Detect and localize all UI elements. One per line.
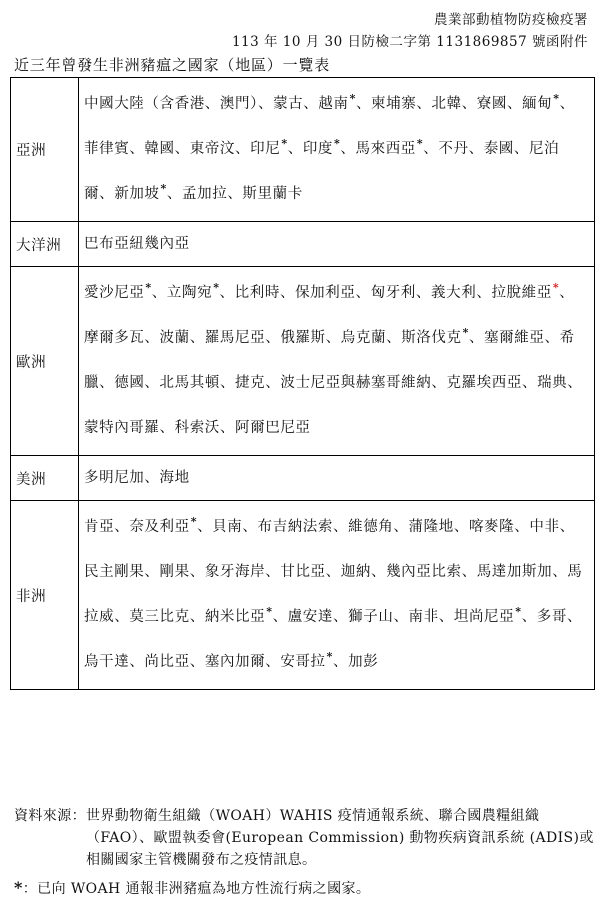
country-name: 北馬其頓 — [159, 375, 220, 391]
country-name: 喀麥隆 — [468, 519, 515, 535]
list-separator: 、 — [144, 470, 160, 486]
country-name: 波蘭 — [159, 330, 190, 346]
list-separator: 、 — [355, 285, 371, 301]
endemic-marker: * — [416, 137, 424, 150]
list-separator: 、 — [393, 519, 409, 535]
table-row — [11, 222, 595, 267]
list-separator: 、 — [279, 285, 296, 301]
list-separator: 、 — [257, 96, 274, 112]
list-separator: 、 — [461, 564, 477, 580]
list-separator: 、 — [333, 654, 349, 670]
list-separator: 、 — [242, 519, 258, 535]
endemic-marker: * — [349, 92, 356, 105]
list-separator: 、 — [461, 96, 477, 112]
list-separator: 、 — [159, 420, 175, 436]
list-separator: 、 — [219, 285, 235, 301]
country-name: 剛果 — [159, 564, 190, 580]
country-list — [79, 501, 595, 690]
list-separator: 、 — [521, 375, 538, 391]
list-separator: 、 — [151, 285, 167, 301]
list-separator: 、 — [559, 96, 575, 112]
country-name: 盧安達 — [287, 609, 334, 625]
list-separator: 、 — [99, 375, 115, 391]
region-name: 美洲 — [11, 456, 79, 501]
region-country-table — [10, 77, 595, 690]
list-separator: 、 — [333, 519, 349, 535]
list-separator: 、 — [227, 186, 243, 202]
list-separator: 、 — [333, 609, 349, 625]
country-name: 阿爾巴尼亞 — [235, 420, 311, 436]
table-row — [11, 267, 595, 456]
list-separator: 、 — [189, 654, 205, 670]
country-name: 奈及利亞 — [129, 519, 190, 535]
country-name: 中國大陸（含香港、澳門） — [84, 96, 258, 112]
country-name: 坦尚尼亞 — [453, 609, 515, 625]
list-separator: 、 — [272, 609, 288, 625]
list-separator: 、 — [567, 375, 583, 391]
list-separator: 、 — [189, 609, 205, 625]
country-name: 愛沙尼亞 — [84, 285, 145, 301]
list-separator: 、 — [468, 141, 484, 157]
endemic-marker: * — [190, 515, 198, 528]
endemic-marker: * — [326, 650, 334, 663]
list-separator: 、 — [144, 330, 160, 346]
country-name: 南非 — [408, 609, 439, 625]
country-name: 韓國 — [144, 141, 175, 157]
country-name: 捷克 — [235, 375, 266, 391]
region-name: 大洋洲 — [11, 222, 79, 267]
country-name: 北韓 — [431, 96, 462, 112]
country-name: 保加利亞 — [295, 285, 356, 301]
list-separator: 、 — [166, 186, 182, 202]
country-name: 緬甸 — [522, 96, 553, 112]
source-text: 世界動物衛生組織（WOAH）WAHIS 疫情通報系統、聯合國農糧組織（FAO）、歐盟執委會(European Commission) 動物疾病資訊系統 (ADIS)或相關國家主管機關發布之疫情訊息。 — [86, 808, 594, 868]
country-name: 多明尼加 — [84, 470, 145, 486]
list-separator: 、 — [197, 519, 213, 535]
list-separator: 、 — [287, 141, 303, 157]
country-name: 蒲隆地 — [408, 519, 454, 535]
country-name: 尚比亞 — [144, 654, 190, 670]
list-separator: 、 — [99, 186, 115, 202]
list-separator: 、 — [566, 609, 583, 625]
list-separator: 、 — [265, 564, 281, 580]
list-separator: 、 — [453, 519, 469, 535]
country-name: 民主剛果 — [84, 564, 145, 580]
list-separator: 、 — [559, 285, 575, 301]
list-separator: 、 — [552, 564, 568, 580]
country-name: 瑞典 — [537, 375, 568, 391]
list-separator: 、 — [265, 654, 281, 670]
country-name: 新加坡 — [114, 186, 160, 202]
country-name: 幾內亞比索 — [386, 564, 462, 580]
country-name: 肯亞 — [84, 519, 115, 535]
list-separator: 、 — [370, 564, 387, 580]
country-name: 義大利 — [431, 285, 477, 301]
document-reference: 113 年 10 月 30 日防檢二字第 1131869857 號函附件 — [231, 34, 588, 50]
table-row — [11, 501, 595, 690]
country-name: 東帝汶 — [189, 141, 236, 157]
country-name: 克羅埃西亞 — [446, 375, 522, 391]
list-separator: 、 — [325, 330, 341, 346]
endemic-marker: * — [281, 137, 288, 150]
country-name: 加彭 — [348, 654, 379, 670]
endemic-marker: * — [213, 281, 220, 294]
list-separator: 、 — [468, 330, 485, 346]
list-separator: 、 — [144, 375, 160, 391]
table-row — [11, 78, 595, 222]
list-separator: 、 — [386, 330, 402, 346]
country-name: 德國 — [114, 375, 145, 391]
country-name: 波士尼亞與赫塞哥維納 — [280, 375, 432, 391]
country-name: 維德角 — [348, 519, 394, 535]
country-name: 俄羅斯 — [280, 330, 326, 346]
agency-name: 農業部動植物防疫檢疫署 — [434, 12, 588, 28]
document-title: 近三年曾發生非洲豬瘟之國家（地區）一覽表 — [14, 56, 331, 74]
endemic-marker: * — [266, 605, 273, 618]
list-separator: 、 — [129, 654, 145, 670]
endemic-marker: * — [334, 137, 341, 150]
country-list — [79, 267, 595, 456]
list-separator: 、 — [114, 519, 130, 535]
list-separator: 、 — [559, 519, 575, 535]
list-separator: 、 — [513, 141, 529, 157]
country-list — [79, 222, 595, 267]
country-name: 塞內加爾 — [204, 654, 266, 670]
list-separator: 、 — [416, 96, 432, 112]
list-separator: 、 — [189, 330, 205, 346]
country-name: 安哥拉 — [280, 654, 326, 670]
list-separator: 、 — [476, 285, 492, 301]
list-separator: 、 — [265, 330, 281, 346]
list-separator: 、 — [506, 96, 523, 112]
list-separator: 、 — [265, 375, 281, 391]
country-name: 布吉納法索 — [257, 519, 333, 535]
endemic-marker: * — [145, 281, 152, 294]
country-name: 蒙特內哥羅 — [84, 420, 160, 436]
list-separator: 、 — [325, 564, 341, 580]
endemic-marker: * — [552, 281, 560, 294]
list-separator: 、 — [114, 609, 130, 625]
endemic-marker: * — [553, 92, 560, 105]
country-name: 羅馬尼亞 — [204, 330, 266, 346]
list-separator: 、 — [303, 96, 319, 112]
country-name: 匈牙利 — [370, 285, 416, 301]
country-name: 馬達加斯加 — [476, 564, 553, 580]
list-separator: 、 — [415, 285, 432, 301]
country-name: 摩爾多瓦 — [84, 330, 145, 346]
country-name: 希臘 — [84, 330, 575, 391]
list-separator: 、 — [438, 609, 454, 625]
list-separator: 、 — [219, 420, 236, 436]
country-name: 印度 — [302, 141, 334, 157]
country-name: 巴布亞紐幾內亞 — [84, 236, 190, 252]
country-name: 中非 — [529, 519, 560, 535]
country-name: 甘比亞 — [280, 564, 326, 580]
list-separator: 、 — [355, 96, 372, 112]
country-name: 尼泊爾 — [84, 141, 560, 202]
country-name: 烏克蘭 — [340, 330, 387, 346]
country-name: 比利時 — [234, 285, 280, 301]
country-name: 烏干達 — [84, 654, 130, 670]
country-name: 多哥 — [536, 609, 567, 625]
source-label: 資料來源： — [14, 808, 86, 824]
list-separator: 、 — [521, 609, 537, 625]
country-name: 印尼 — [250, 141, 281, 157]
country-name: 莫三比克 — [129, 609, 190, 625]
endemic-marker: * — [462, 326, 469, 339]
country-name: 塞爾維亞 — [484, 330, 545, 346]
country-list — [79, 456, 595, 501]
region-name: 非洲 — [11, 501, 79, 690]
list-separator: 、 — [514, 519, 530, 535]
region-name: 亞洲 — [11, 78, 79, 222]
country-name: 立陶宛 — [166, 285, 213, 301]
list-separator: 、 — [431, 375, 447, 391]
country-name: 迦納 — [340, 564, 371, 580]
country-name: 泰國 — [483, 141, 514, 157]
list-separator: 、 — [219, 375, 236, 391]
country-name: 拉脫維亞 — [491, 285, 552, 301]
list-separator: 、 — [129, 141, 145, 157]
country-name: 馬拉威 — [84, 564, 583, 625]
endemic-marker: * — [515, 605, 522, 618]
country-name: 柬埔寨 — [371, 96, 417, 112]
region-name: 歐洲 — [11, 267, 79, 456]
country-list — [79, 78, 595, 222]
list-separator: 、 — [189, 564, 205, 580]
footnote — [14, 878, 370, 898]
list-separator: 、 — [393, 609, 409, 625]
country-name: 海地 — [159, 470, 190, 486]
list-separator: 、 — [340, 141, 356, 157]
country-name: 馬來西亞 — [355, 141, 416, 157]
list-separator: 、 — [174, 141, 190, 157]
list-separator: 、 — [544, 330, 560, 346]
country-name: 納米比亞 — [204, 609, 266, 625]
table-row — [11, 456, 595, 501]
list-separator: 、 — [235, 141, 251, 157]
country-name: 貝南 — [212, 519, 243, 535]
country-name: 孟加拉 — [182, 186, 228, 202]
country-name: 寮國 — [476, 96, 507, 112]
country-name: 獅子山 — [348, 609, 394, 625]
country-name: 蒙古 — [273, 96, 304, 112]
list-separator: 、 — [144, 564, 160, 580]
country-name: 越南 — [318, 96, 349, 112]
country-name: 不丹 — [438, 141, 469, 157]
list-separator: 、 — [423, 141, 439, 157]
country-name: 斯里蘭卡 — [242, 186, 303, 202]
data-source-note — [14, 805, 594, 871]
country-name: 斯洛伐克 — [401, 330, 462, 346]
country-name: 菲律賓 — [84, 141, 130, 157]
country-name: 科索沃 — [174, 420, 220, 436]
endemic-marker: * — [160, 182, 167, 195]
footnote-text: ：已向 WOAH 通報非洲豬瘟為地方性流行病之國家。 — [22, 881, 371, 897]
footnote-asterisk: * — [14, 878, 23, 897]
country-name: 象牙海岸 — [204, 564, 266, 580]
